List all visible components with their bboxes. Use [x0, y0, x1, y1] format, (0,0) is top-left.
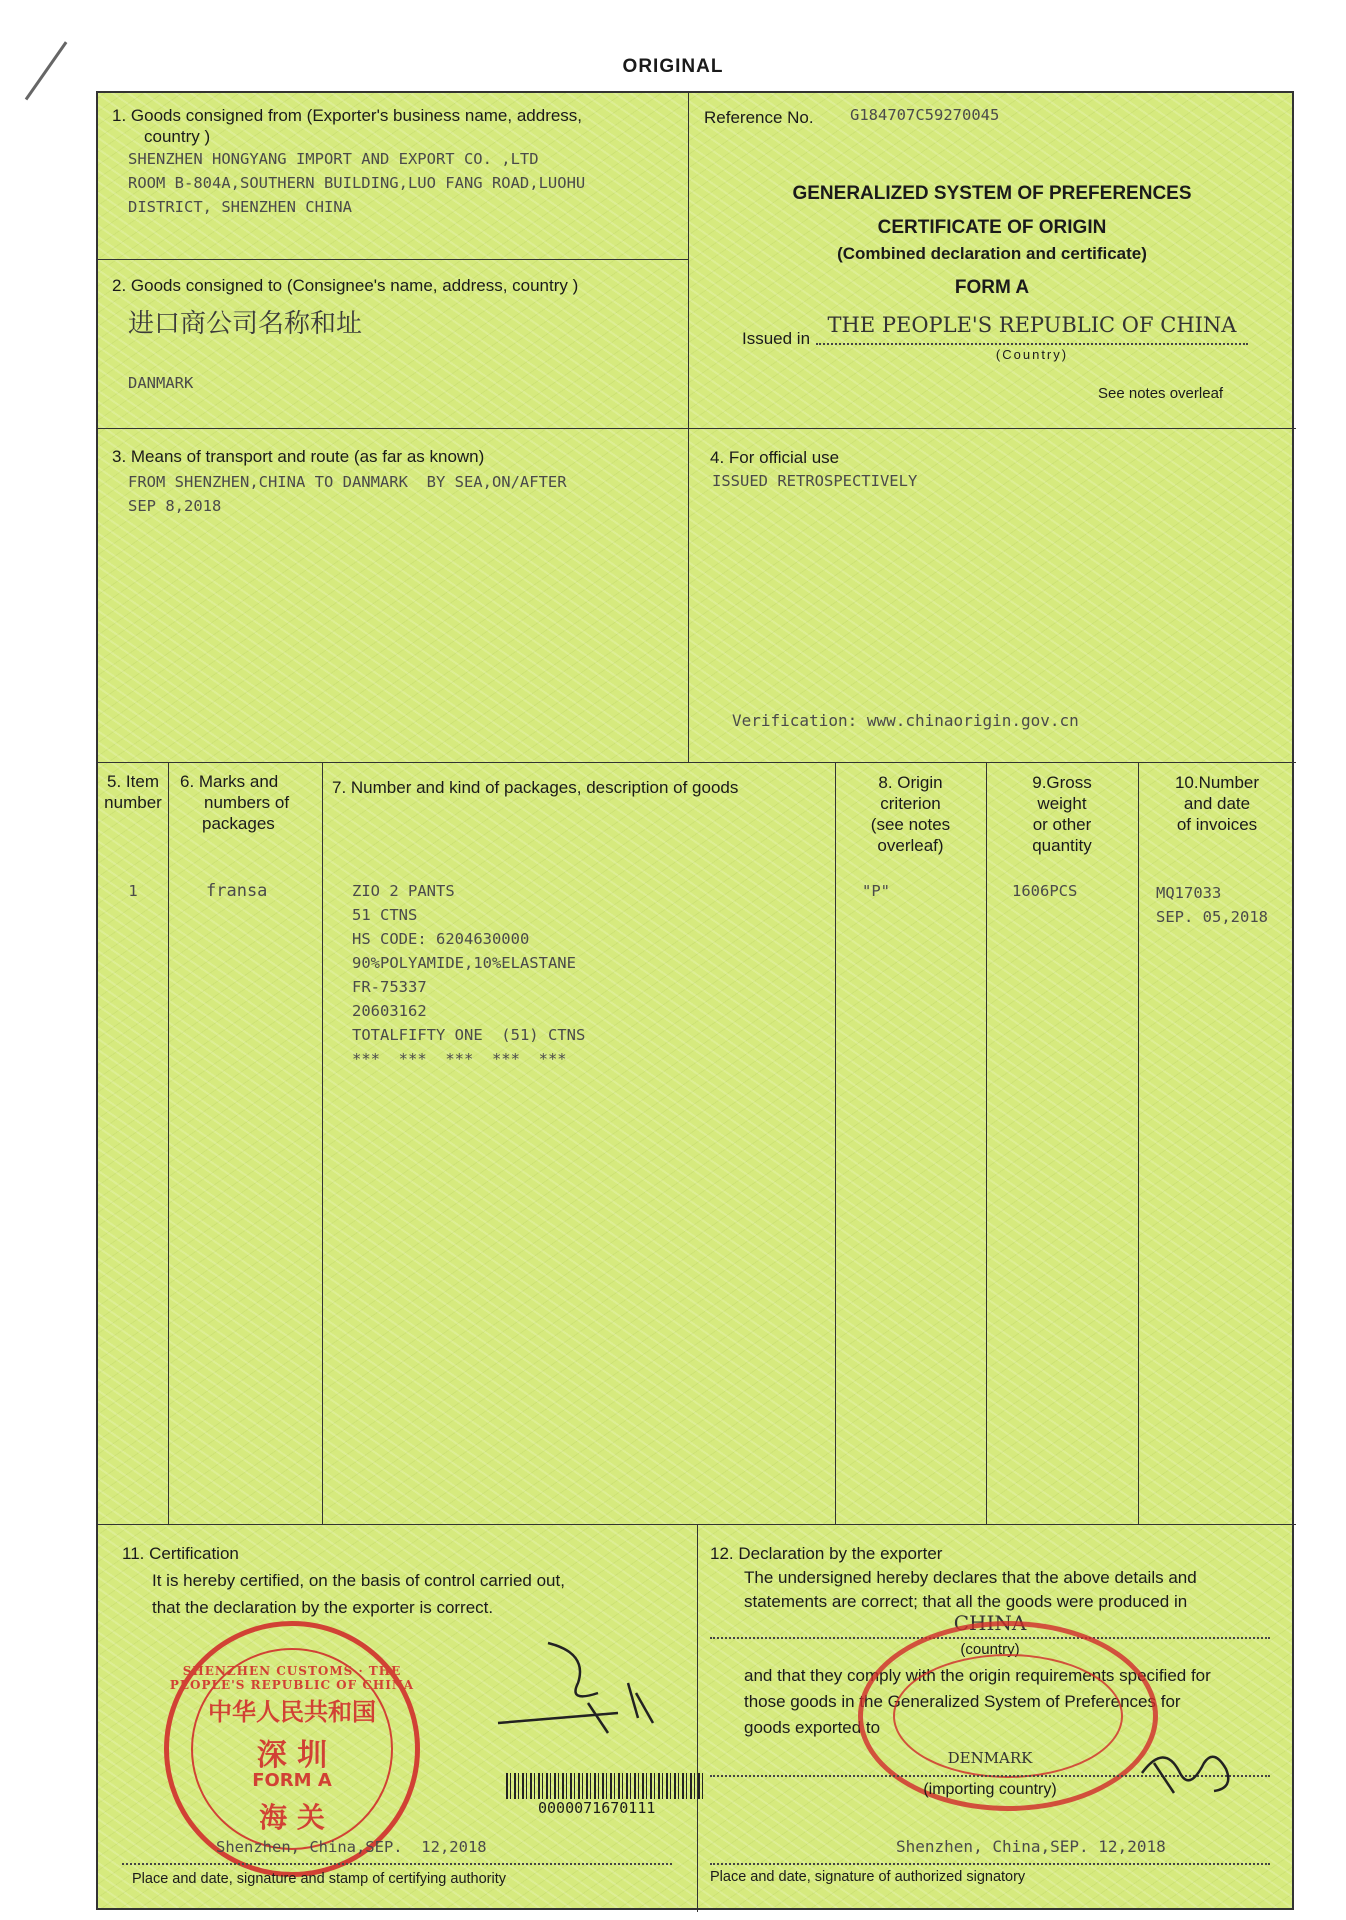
declaration-text-4: those goods in the Generalized System of Preferences for — [744, 1692, 1181, 1711]
customs-stamp-top: 中华人民共和国 — [208, 1697, 376, 1726]
goods-description — [352, 879, 585, 1071]
certification-text-1: It is hereby certified, on the basis of control carried out, — [152, 1571, 565, 1590]
divider — [98, 762, 1296, 763]
document-header: ORIGINAL — [622, 56, 724, 77]
col10-header — [1138, 772, 1296, 835]
customs-stamp-city: 深 圳 — [256, 1738, 328, 1773]
official-use-note: ISSUED RETROSPECTIVELY — [712, 472, 918, 490]
origin-criterion: "P" — [862, 882, 890, 900]
barcode — [506, 1773, 706, 1799]
col8-header-line: (see notes — [870, 815, 951, 834]
description-line: HS CODE: 6204630000 — [352, 930, 530, 948]
divider — [835, 762, 836, 1524]
issued-in-country: THE PEOPLE'S REPUBLIC OF CHINA — [827, 313, 1237, 337]
produced-in-country: CHINA — [953, 1611, 1027, 1635]
form-a-title: FORM A — [954, 277, 1030, 298]
divider — [986, 762, 987, 1524]
certificate-subtitle: (Combined declaration and certificate) — [837, 244, 1147, 263]
description-line: 51 CTNS — [352, 906, 418, 924]
col6-header — [180, 771, 289, 834]
certify-place-date: Shenzhen, China,SEP. 12,2018 — [216, 1838, 487, 1856]
importing-country: DENMARK — [947, 1749, 1033, 1767]
col6-header-line: 6. Marks and — [180, 772, 279, 791]
col9-header-line: or other — [1032, 815, 1092, 834]
barcode-number: 0000071670111 — [538, 1799, 656, 1817]
box12-caption: Place and date, signature of authorized signatory — [710, 1869, 1026, 1885]
reference-number: G184707C59270045 — [850, 106, 1000, 124]
col8-header-line: overleaf) — [877, 836, 944, 855]
country-caption-12: (country) — [960, 1641, 1020, 1658]
certification-text-2: that the declaration by the exporter is correct. — [152, 1598, 494, 1617]
exporter-name: SHENZHEN HONGYANG IMPORT AND EXPORT CO. ,LTD — [128, 150, 539, 168]
col5-header-line: number — [104, 793, 162, 812]
divider — [168, 762, 169, 1524]
certificate-form — [96, 91, 1294, 1910]
col8-header-line: criterion — [880, 794, 941, 813]
see-notes: See notes overleaf — [1098, 385, 1224, 402]
consignee-country: DANMARK — [128, 374, 194, 392]
exporter-district: DISTRICT, SHENZHEN CHINA — [128, 198, 352, 216]
col8-header-line: 8. Origin — [878, 773, 943, 792]
box11-caption: Place and date, signature and stamp of certifying authority — [132, 1871, 506, 1887]
box12-label: 12. Declaration by the exporter — [710, 1544, 943, 1563]
col9-header-line: quantity — [1032, 836, 1092, 855]
description-line: FR-75337 — [352, 978, 427, 996]
transport-date: SEP 8,2018 — [128, 497, 222, 515]
col10-header-line: of invoices — [1176, 815, 1258, 834]
col9-header — [986, 772, 1138, 856]
description-line: *** *** *** *** *** — [352, 1050, 567, 1068]
col10-header-line: 10.Number — [1174, 773, 1260, 792]
importer-name: 进口商公司名称和址 — [128, 309, 363, 339]
box1-label: 1. Goods consigned from (Exporter's business name, address, — [112, 106, 583, 125]
gsp-title: GENERALIZED SYSTEM OF PREFERENCES — [792, 183, 1192, 204]
certify-signature-line — [122, 1863, 672, 1865]
customs-stamp-outer-text: SHENZHEN CUSTOMS · THE PEOPLE'S REPUBLIC OF CHINA — [169, 1664, 415, 1692]
divider — [98, 259, 688, 260]
col5-header-line: 5. Item — [107, 772, 159, 791]
box1-label-2: country ) — [144, 127, 211, 146]
exporter-address: ROOM B-804A,SOUTHERN BUILDING,LUO FANG ROAD,LUOHU — [128, 174, 586, 192]
description-line: 20603162 — [352, 1002, 427, 1020]
declaration-text-5: goods exported to — [744, 1718, 881, 1737]
box3-label: 3. Means of transport and route (as far as known) — [112, 447, 485, 466]
col10-header-line: and date — [1183, 794, 1251, 813]
declaration-text-3: and that they comply with the origin requirements specified for — [744, 1666, 1211, 1685]
divider — [322, 762, 323, 1524]
marks-value: fransa — [206, 881, 268, 901]
col5-header — [98, 771, 168, 813]
customs-officer-signature — [478, 1623, 678, 1753]
col6-header-line: numbers of — [204, 793, 290, 812]
issued-in-label: Issued in — [742, 329, 811, 348]
col8-header — [835, 772, 986, 856]
divider — [98, 428, 1296, 429]
declaration-text-2: statements are correct; that all the goods were produced in — [744, 1592, 1188, 1611]
certificate-title: CERTIFICATE OF ORIGIN — [877, 217, 1107, 238]
box2-label: 2. Goods consigned to (Consignee's name, address, country ) — [112, 276, 579, 295]
declaration-signature-line — [710, 1863, 1270, 1865]
verification-url: Verification: www.chinaorigin.gov.cn — [732, 711, 1079, 730]
divider — [1138, 762, 1139, 1524]
divider — [688, 428, 689, 762]
col9-header-line: 9.Gross — [1032, 773, 1092, 792]
col7-header: 7. Number and kind of packages, description of goods — [332, 778, 739, 797]
item-number: 1 — [128, 882, 138, 900]
exporter-signature — [1134, 1733, 1244, 1803]
importing-caption: (importing country) — [923, 1781, 1057, 1798]
reference-label: Reference No. — [704, 108, 814, 127]
box4-label: 4. For official use — [710, 448, 840, 467]
invoice-number: MQ17033 — [1156, 884, 1222, 902]
divider — [697, 1524, 698, 1912]
description-line: TOTALFIFTY ONE (51) CTNS — [352, 1026, 586, 1044]
gross-weight: 1606PCS — [1012, 882, 1078, 900]
col9-header-line: weight — [1037, 794, 1087, 813]
description-line: ZIO 2 PANTS — [352, 882, 455, 900]
declaration-text-1: The undersigned hereby declares that the above details and — [744, 1568, 1197, 1587]
col6-header-line: packages — [202, 814, 275, 833]
transport-route: FROM SHENZHEN,CHINA TO DANMARK BY SEA,ON/AFTER — [128, 473, 567, 491]
country-caption: (Country) — [995, 347, 1069, 362]
invoice-date: SEP. 05,2018 — [1156, 908, 1268, 926]
description-line: 90%POLYAMIDE,10%ELASTANE — [352, 954, 576, 972]
declaration-place-date: Shenzhen, China,SEP. 12,2018 — [896, 1837, 1166, 1856]
customs-stamp-form: FORM A — [252, 1770, 332, 1791]
issued-in-line — [816, 313, 1248, 345]
box11-label: 11. Certification — [122, 1544, 239, 1563]
customs-stamp-bottom: 海 关 — [259, 1801, 325, 1834]
